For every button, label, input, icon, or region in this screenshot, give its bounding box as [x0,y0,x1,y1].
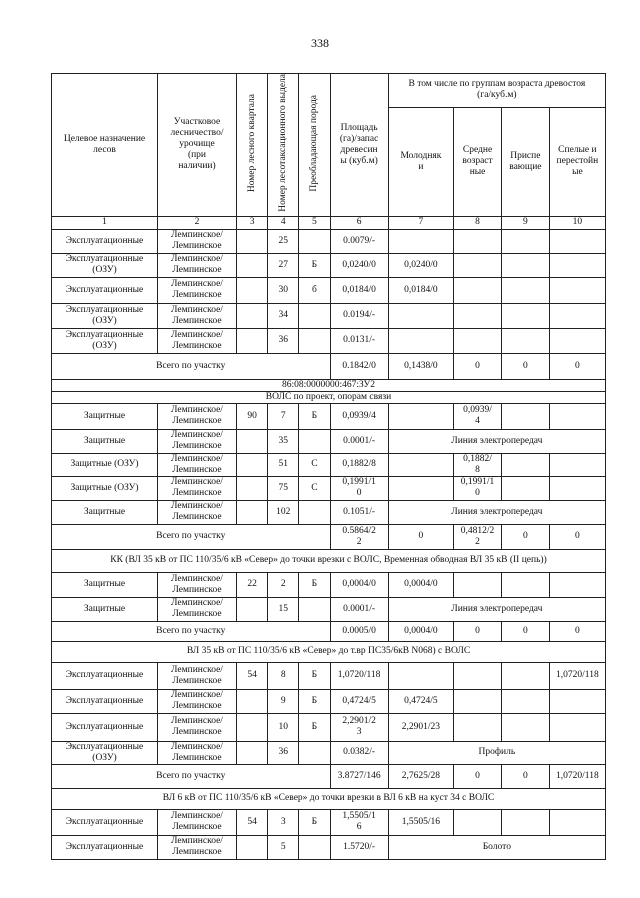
young-cell [388,453,453,476]
young-cell [388,662,453,689]
total-mid: 0,4812/2 2 [454,524,502,549]
species-cell [299,741,330,764]
data-row [52,689,606,713]
young-cell: 1,5505/16 [388,809,453,835]
area-cell: 2,2901/2 3 [330,713,388,741]
species-cell: Б [299,809,330,835]
area-cell: 0.0001/- [330,429,388,453]
area-cell: 0.0079/- [330,229,388,253]
data-row [52,476,606,500]
mid-cell [454,713,502,741]
forestry-cell: Лемпинское/ Лемпинское [158,403,237,429]
total-area: 0.1842/0 [330,353,388,379]
mature-cell [549,713,605,741]
mid-cell: 0,1991/1 0 [454,476,502,500]
mid-cell [454,328,502,353]
total-pre: 0 [501,524,549,549]
total-mature: 0 [549,353,605,379]
mid-cell [454,662,502,689]
data-row [52,713,606,741]
data-row [52,500,606,524]
data-row [52,253,606,277]
total-pre: 0 [501,353,549,379]
species-cell [299,500,330,524]
purpose-cell: Защитные [52,429,158,453]
mature-cell [549,809,605,835]
vydel-cell: 15 [268,597,299,621]
header-vydel [268,74,299,217]
area-cell: 1,5505/1 6 [330,809,388,835]
total-row [52,353,606,379]
pre-cell [501,809,549,835]
header-area: Площадь (га)/запас древесин ы (куб.м) [330,74,388,217]
species-cell: б [299,277,330,303]
section-title: 86:08:0000000:467:ЗУ2 [52,379,606,391]
species-cell: Б [299,572,330,597]
quarter-cell: 54 [236,662,267,689]
section-title-row [52,549,606,572]
purpose-cell: Защитные [52,500,158,524]
total-young: 2,7625/28 [388,764,453,788]
mid-cell: 0,1882/ 8 [454,453,502,476]
data-row [52,572,606,597]
purpose-cell: Эксплуатационные (ОЗУ) [52,741,158,764]
mature-cell [549,689,605,713]
total-young: 0,0004/0 [388,621,453,641]
quarter-cell: 54 [236,809,267,835]
total-mid: 0 [454,764,502,788]
area-cell: 1.5720/- [330,835,388,859]
species-cell: С [299,476,330,500]
mature-cell: 1,0720/118 [549,662,605,689]
quarter-cell: 22 [236,572,267,597]
mature-cell [549,229,605,253]
header-numbers-row [52,216,606,229]
header-pre: Приспе вающие [501,107,549,216]
quarter-cell [236,835,267,859]
area-cell: 0,0240/0 [330,253,388,277]
forestry-cell: Лемпинское/ Лемпинское [158,689,237,713]
purpose-cell: Эксплуатационные [52,689,158,713]
young-cell: 0,0184/0 [388,277,453,303]
header-quarter-text: Номер лесного квартала [247,93,258,192]
total-label: Всего по участку [52,764,331,788]
vydel-cell: 7 [268,403,299,429]
purpose-cell: Эксплуатационные [52,277,158,303]
vydel-cell: 3 [268,809,299,835]
data-row [52,809,606,835]
total-pre: 0 [501,764,549,788]
forestry-cell: Лемпинское/ Лемпинское [158,741,237,764]
total-label: Всего по участку [52,353,331,379]
note-cell: Болото [388,835,605,859]
species-cell: Б [299,403,330,429]
quarter-cell [236,713,267,741]
young-cell: 2,2901/23 [388,713,453,741]
area-cell: 0.0382/- [330,741,388,764]
vydel-cell: 9 [268,689,299,713]
pre-cell [501,253,549,277]
vydel-cell: 35 [268,429,299,453]
mature-cell [549,403,605,429]
vydel-cell: 51 [268,453,299,476]
species-cell [299,328,330,353]
total-pre: 0 [501,621,549,641]
purpose-cell: Эксплуатационные [52,662,158,689]
young-cell [388,403,453,429]
total-mature: 1,0720/118 [549,764,605,788]
purpose-cell: Эксплуатационные [52,229,158,253]
species-cell [299,229,330,253]
note-cell: Линия электропередач [388,500,605,524]
species-cell: Б [299,713,330,741]
data-row [52,835,606,859]
data-row [52,453,606,476]
total-mature: 0 [549,621,605,641]
species-cell: Б [299,662,330,689]
young-cell [388,476,453,500]
quarter-cell [236,500,267,524]
section-title-row [52,379,606,391]
quarter-cell [236,229,267,253]
species-cell: Б [299,253,330,277]
total-area: 0.0005/0 [330,621,388,641]
pre-cell [501,328,549,353]
section-title: КК (ВЛ 35 кВ от ПС 110/35/6 кВ «Север» до точки врезки с ВОЛС, Временная обводная ВЛ 35 кВ (II цепь)) [52,549,606,572]
area-cell: 0,0939/4 [330,403,388,429]
note-cell: Линия электропередач [388,429,605,453]
area-cell: 0,0004/0 [330,572,388,597]
forestry-cell: Лемпинское/ Лемпинское [158,453,237,476]
header-species-text: Преобладающая порода [309,94,320,192]
area-cell: 0.0131/- [330,328,388,353]
vydel-cell: 10 [268,713,299,741]
header-num: 10 [549,216,605,229]
area-cell: 0,1882/8 [330,453,388,476]
header-row-1 [52,74,606,108]
young-cell [388,303,453,328]
area-cell: 0,4724/5 [330,689,388,713]
species-cell [299,303,330,328]
header-purpose: Целевое назначение лесов [52,74,158,217]
species-cell: Б [299,689,330,713]
header-num: 1 [52,216,158,229]
forestry-cell: Лемпинское/ Лемпинское [158,476,237,500]
header-num: 8 [454,216,502,229]
species-cell [299,597,330,621]
page-number: 338 [311,36,329,50]
mid-cell [454,809,502,835]
forestry-cell: Лемпинское/ Лемпинское [158,572,237,597]
forestry-cell: Лемпинское/ Лемпинское [158,500,237,524]
header-num: 2 [158,216,237,229]
pre-cell [501,689,549,713]
data-row [52,303,606,328]
young-cell [388,328,453,353]
quarter-cell [236,476,267,500]
header-num: 9 [501,216,549,229]
total-row [52,621,606,641]
mid-cell [454,277,502,303]
area-cell: 0,0184/0 [330,277,388,303]
purpose-cell: Защитные [52,572,158,597]
purpose-cell: Эксплуатационные (ОЗУ) [52,303,158,328]
quarter-cell [236,597,267,621]
young-cell: 0,4724/5 [388,689,453,713]
forestry-cell: Лемпинское/ Лемпинское [158,429,237,453]
header-mature: Спелые и перестойн ые [549,107,605,216]
forestry-cell: Лемпинское/ Лемпинское [158,662,237,689]
area-cell: 0.0194/- [330,303,388,328]
total-label: Всего по участку [52,524,331,549]
total-area: 0.5864/2 2 [330,524,388,549]
data-row [52,277,606,303]
header-forestry: Участковое лесничество/ урочище (при наличии) [158,74,237,217]
mature-cell [549,453,605,476]
total-mature: 0 [549,524,605,549]
header-quarter [236,74,267,217]
header-num: 7 [388,216,453,229]
purpose-cell: Эксплуатационные (ОЗУ) [52,253,158,277]
area-cell: 0.0001/- [330,597,388,621]
mature-cell [549,303,605,328]
mature-cell [549,572,605,597]
pre-cell [501,229,549,253]
total-mid: 0 [454,353,502,379]
mid-cell [454,253,502,277]
header-num: 5 [299,216,330,229]
forestry-cell: Лемпинское/ Лемпинское [158,597,237,621]
data-row [52,229,606,253]
data-row [52,429,606,453]
purpose-cell: Защитные (ОЗУ) [52,476,158,500]
forestry-cell: Лемпинское/ Лемпинское [158,303,237,328]
mature-cell [549,277,605,303]
purpose-cell: Эксплуатационные [52,713,158,741]
forestry-cell: Лемпинское/ Лемпинское [158,713,237,741]
mid-cell [454,572,502,597]
vydel-cell: 30 [268,277,299,303]
total-row [52,764,606,788]
total-row [52,524,606,549]
young-cell [388,229,453,253]
forestry-cell: Лемпинское/ Лемпинское [158,229,237,253]
data-row [52,597,606,621]
section-title: ВОЛС по проект, опорам связи [52,391,606,403]
section-title-row [52,641,606,662]
species-cell [299,835,330,859]
quarter-cell [236,689,267,713]
total-area: 3.8727/146 [330,764,388,788]
mid-cell [454,303,502,328]
quarter-cell [236,277,267,303]
pre-cell [501,403,549,429]
section-title-row [52,391,606,403]
vydel-cell: 8 [268,662,299,689]
purpose-cell: Эксплуатационные [52,835,158,859]
quarter-cell [236,453,267,476]
pre-cell [501,476,549,500]
pre-cell [501,713,549,741]
purpose-cell: Защитные [52,597,158,621]
section-title: ВЛ 35 кВ от ПС 110/35/6 кВ «Север» до т.вр ПС35/6кВ N068) с ВОЛС [52,641,606,662]
total-label: Всего по участку [52,621,331,641]
header-species [299,74,330,217]
section-title: ВЛ 6 кВ от ПС 110/35/6 кВ «Север» до точки врезки в ВЛ 6 кВ на куст 34 с ВОЛС [52,788,606,809]
note-cell: Линия электропередач [388,597,605,621]
header-vydel-text: Номер лесотаксационного выдела [278,74,289,212]
mature-cell [549,476,605,500]
header-young: Молодняк и [388,107,453,216]
purpose-cell: Защитные (ОЗУ) [52,453,158,476]
mature-cell [549,253,605,277]
header-num: 3 [236,216,267,229]
area-cell: 0,1991/1 0 [330,476,388,500]
quarter-cell [236,429,267,453]
header-age-groups: В том числе по группам возраста древостоя (га/куб.м) [388,74,605,108]
young-cell: 0,0240/0 [388,253,453,277]
forestry-cell: Лемпинское/ Лемпинское [158,835,237,859]
mid-cell [454,229,502,253]
total-mid: 0 [454,621,502,641]
mid-cell: 0,0939/ 4 [454,403,502,429]
forestry-cell: Лемпинское/ Лемпинское [158,253,237,277]
total-young: 0,1438/0 [388,353,453,379]
quarter-cell [236,741,267,764]
header-num: 6 [330,216,388,229]
vydel-cell: 36 [268,328,299,353]
pre-cell [501,277,549,303]
data-row [52,741,606,764]
area-cell: 1,0720/118 [330,662,388,689]
mature-cell [549,328,605,353]
total-young: 0 [388,524,453,549]
vydel-cell: 27 [268,253,299,277]
pre-cell [501,662,549,689]
quarter-cell [236,328,267,353]
mid-cell [454,689,502,713]
forest-inventory-table [51,73,606,860]
quarter-cell: 90 [236,403,267,429]
area-cell: 0.1051/- [330,500,388,524]
purpose-cell: Эксплуатационные [52,809,158,835]
young-cell: 0,0004/0 [388,572,453,597]
forestry-cell: Лемпинское/ Лемпинское [158,809,237,835]
species-cell: С [299,453,330,476]
vydel-cell: 5 [268,835,299,859]
header-num: 4 [268,216,299,229]
vydel-cell: 25 [268,229,299,253]
note-cell: Профиль [388,741,605,764]
data-row [52,662,606,689]
forestry-cell: Лемпинское/ Лемпинское [158,277,237,303]
pre-cell [501,303,549,328]
forestry-cell: Лемпинское/ Лемпинское [158,328,237,353]
vydel-cell: 75 [268,476,299,500]
species-cell [299,429,330,453]
vydel-cell: 102 [268,500,299,524]
quarter-cell [236,303,267,328]
vydel-cell: 34 [268,303,299,328]
data-row [52,328,606,353]
quarter-cell [236,253,267,277]
vydel-cell: 2 [268,572,299,597]
vydel-cell: 36 [268,741,299,764]
purpose-cell: Эксплуатационные (ОЗУ) [52,328,158,353]
data-row [52,403,606,429]
purpose-cell: Защитные [52,403,158,429]
pre-cell [501,453,549,476]
header-mid: Средне возраст ные [454,107,502,216]
pre-cell [501,572,549,597]
section-title-row [52,788,606,809]
